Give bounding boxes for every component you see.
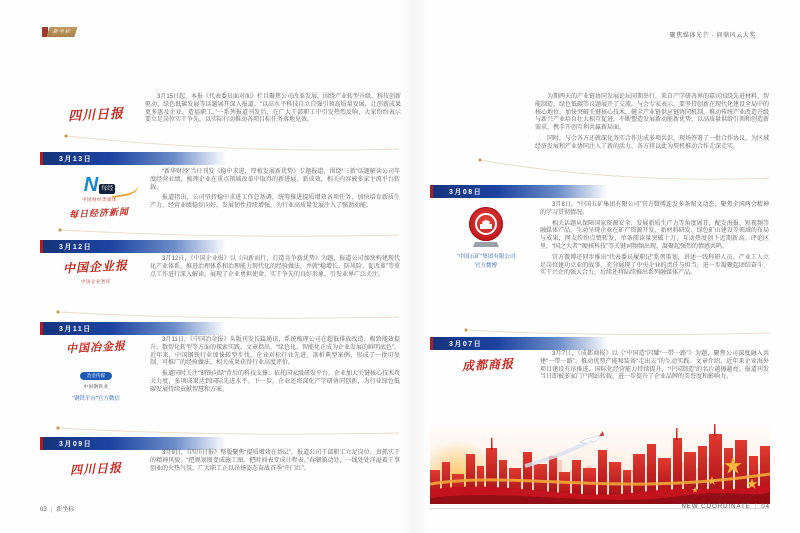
bar-accent: [40, 152, 43, 165]
minmetals-caption-line2: 官方微博: [474, 263, 497, 270]
newspaper-logo-nbd: [52, 172, 147, 221]
date-bar-mar08: [430, 185, 608, 198]
footer-divider: |: [50, 507, 53, 513]
cdsb-script-logo: 成都商报: [461, 356, 515, 374]
footer-right: [600, 504, 770, 510]
section-paragraphs-mar11: [150, 337, 400, 398]
date-bar-mar12: [40, 240, 226, 253]
intro-paragraph-left: [145, 94, 401, 128]
newspaper-logo-yejinbao: [46, 338, 146, 404]
newspaper-logo-scdaily-top: [50, 104, 142, 124]
section-paragraphs-mar09: [150, 450, 400, 476]
body-paragraph: 3月15日起，本报《代表委员面对面》栏目聚焦公司改革发展，围绕产业转型升级、科技创新驱动、绿色低碳发展等话题展开深入报道。“以高水平科技自立自强引领高质量发展，让创新成果更多惠及企业、造福职工。”一系列报道刊发后，在广大干部职工中引发热烈反响，大家纷纷表示要立足岗位实干争先，以实际行动推动各项目标任务落地见效。: [145, 94, 402, 124]
section-paragraphs-mar07: [540, 351, 769, 385]
intro-paragraphs-right: [535, 94, 769, 155]
body-paragraph: 官方微博还同步推出“代表委员履职记”系列策划，讲述一线科研人员、产业工人立足岗位建功立业的故事，充分展现了中央企业的责任与担当，进一步凝聚起团结奋斗、实干兴企的强大合力，后续还将陆续推出系列融媒体产品。: [540, 254, 769, 277]
qiyebao-script-logo: 中国企业报: [63, 258, 129, 276]
corner-tag: [42, 27, 76, 37]
date-label: 3月08日: [449, 188, 483, 196]
yejinbao-script-logo: 中国冶金报: [65, 339, 127, 356]
footer-right-title: NEW COORDINATE: [681, 504, 751, 510]
running-head: 聚焦媒体光芒 · 问鼎风云大奖: [669, 33, 756, 39]
date-label: 3月12日: [59, 243, 93, 251]
date-label: 3月09日: [59, 440, 93, 448]
body-paragraph: 3月8日，“中国五矿集团有限公司”官方微博连发多条图文动态，聚焦全国两会精神的学习贯彻情况。: [540, 202, 769, 216]
body-paragraph: 同时，与会各方还就深化务实合作达成多项共识，现场签署了一批合作协议，为区域经济发展和产业协同注入了新的活力，各方将以此为契机推动合作走深走实。: [535, 135, 770, 150]
nbd-logo: [52, 172, 147, 194]
footer-divider: |: [754, 504, 758, 510]
nbd-script-logo: 每日经济新闻: [69, 207, 130, 221]
date-bar-mar09: [40, 437, 226, 450]
footer-left: [40, 504, 74, 513]
skyline-svg: [430, 416, 770, 504]
page-number-left: 03: [40, 507, 47, 513]
section-paragraphs-mar12: [150, 256, 400, 282]
scdaily-script-logo: 四川日报: [67, 106, 125, 125]
qiyebao-subtitle: 中国企业智库: [81, 279, 111, 284]
date-label: 3月13日: [59, 155, 93, 163]
minmetals-emblem-base: [473, 242, 499, 247]
body-paragraph: 3月12日，《中国企业报》以《向新而行，打造竞争新优势》为题，报道公司加快构建现代化产业体系、推进治理体系和治理能力现代化的经验做法，并就“稳增长、防风险、促改革”等重点工作进行深入解读，展现了企业勇担使命、实干争先的良好形象，引发业界广泛关注。: [150, 256, 400, 278]
nbd-box-mark: 每经: [101, 186, 114, 193]
city-skyline-illustration: [430, 416, 770, 504]
section-paragraphs-mar08: [540, 202, 769, 281]
yejinbao-pill-badge: 冶金传媒: [80, 372, 112, 380]
body-paragraph: 3月9日，《四川日报》整版聚焦“提质增效在基层”，报道公司干部职工立足岗位、真抓实干的精神风貌。“把规划图变成施工图，把时间表变成计程表。”春潮涌动处，一线处处洋溢着干事创业的火热气氛，广大职工正以昂扬姿态奋战首季“开门红”。: [150, 450, 400, 472]
body-paragraph: 报道同时关注“钢铁向绿”背后的科技支撑：依托国家级研发平台，企业加大关键核心技术攻关力度，多项成果达到国际先进水平。下一步，企业还将深化产学研协同创新，为行业绿色低碳发展持续贡献智慧和方案。: [150, 371, 400, 393]
bar-accent: [40, 240, 43, 253]
body-paragraph: 报道指出，公司坚持稳中求进工作总基调，统筹推进提质增效各项任务，加快培育新质生产力，经营业绩稳步向好，发展韧性持续增强，为行业高质量发展注入了强劲动能。: [150, 195, 400, 210]
nbd-tagline: 中国财经类媒体: [82, 197, 117, 202]
body-paragraph: 3月11日，《中国冶金报》头版刊发长篇通讯，系统梳理公司在超低排放改造、极致能效提升、数智化转型等方面的探索实践。文章指出，“绿色化、智能化正成为企业发展的鲜明底色”。近年来，中国钢铁行业加快转型步伐，企业对标行业先进、剖析典型案例，形成了一批可复制、可推广的经验做法，相关成果获得行业高度评价。: [150, 337, 400, 367]
date-bar-mar07: [430, 337, 608, 350]
date-label: 3月11日: [59, 325, 92, 333]
section-paragraphs-mar13: [150, 169, 400, 214]
newspaper-logo-scdaily-bottom: [50, 460, 142, 478]
bar-accent: [40, 437, 43, 450]
newspaper-logo-qiyebao: [46, 258, 146, 285]
yejinbao-wechat-caption: “钢铁平台”官方微信: [72, 396, 120, 402]
body-paragraph: “新华财经”当日刊发《稳中求进，厚植发展新优势》专题报道，围绕“三新”话题解读公司年度经营业绩，梳理企业在重点领域改革中取得的新进展、新成效，相关内容被多家主流平台转载。: [150, 169, 400, 191]
minmetals-emblem-icon: [469, 207, 503, 241]
nbd-n-mark: N: [83, 174, 99, 196]
page-number-right: 04: [761, 504, 770, 510]
yejinbao-tagline: 中国钢铁业: [83, 384, 109, 389]
minmetals-caption-line1: “中国五矿”集团有限公司: [456, 254, 516, 260]
bar-accent: [430, 337, 433, 350]
bar-accent: [40, 322, 43, 335]
body-paragraph: 3月7日，《成都商报》以《“中国造”闪耀“一带一路”》为题，聚焦公司深度融入共建“一带一路”、推动优势产能和装备“走出去”的生动实践。文章介绍，近年来企业海外项目建设有序推进，国际化经营能力持续提升，“中国制造”的名片越擦越亮。报道刊发当日即被多家门户网站转载，进一步提升了企业品牌的美誉度和影响力。: [540, 351, 769, 381]
body-paragraph: 相关话题从保障国家资源安全、发展新质生产力等角度展开，配发海报、短视频等融媒体产品，生动呈现企业在矿产资源开发、新材料研发、绿色矿山建设等领域的布局与成果，网友纷纷点赞转发，单条阅读量突破十万，互动热度创下近期新高。评论区里，“国之大者”“硬核科技”等关键词频频出现，凝聚起强烈的情感共鸣。: [540, 220, 769, 250]
footer-left-title: 新坐标: [56, 507, 75, 513]
body-paragraph: 为期两天的产业链协同发展论坛同期举行，来自产学研各界的嘉宾围绕先进材料、智能制造、绿色低碳等议题展开了交流。与会专家表示，要坚持创新在现代化建设全局中的核心地位，加快突破关键核心技术，健全产业链供应链协同机制，推动传统产业改造升级与新兴产业培育壮大相互促进，不断塑造发展新动能新优势，以高质量供给引领和创造新需求，携手开创互利共赢新局面。: [535, 94, 770, 132]
minmetals-weibo-logo-block: [438, 207, 534, 272]
bar-accent: [430, 185, 433, 198]
date-bar-mar13: [40, 152, 226, 165]
newspaper-logo-cdsb: [442, 356, 534, 374]
date-bar-mar11: [40, 322, 226, 335]
corner-tag-label: 新坐标: [46, 27, 77, 37]
scdaily-script-logo: 四川日报: [69, 460, 123, 478]
date-label: 3月07日: [449, 340, 483, 348]
